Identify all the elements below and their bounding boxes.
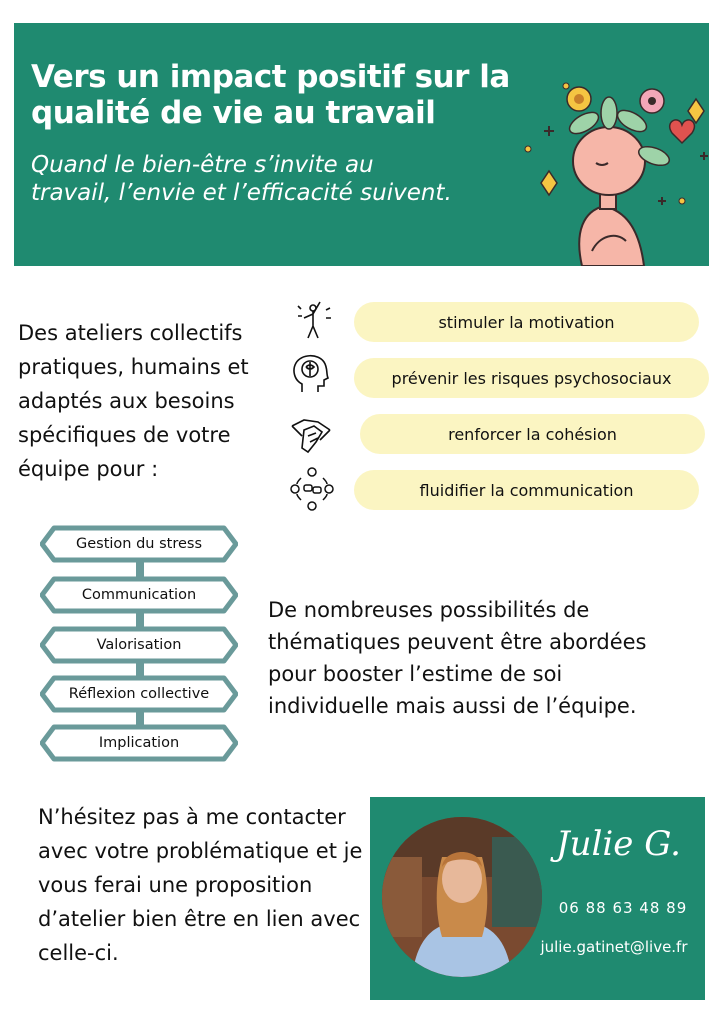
signature	[550, 803, 690, 883]
signature-text: Julie G.	[556, 824, 681, 864]
header-banner	[14, 23, 709, 266]
head-brain-icon	[288, 350, 334, 396]
themes-description: De nombreuses possibilités de thématiques peuvent être abordées pour booster l’estime de soi individuelle mais aussi de l’équipe.	[268, 598, 647, 718]
theme-label: Réflexion collective	[68, 686, 210, 702]
contact-phone[interactable]: 06 88 63 48 89	[558, 899, 688, 917]
theme-item	[40, 576, 238, 614]
theme-label: Gestion du stress	[75, 536, 202, 552]
theme-item	[40, 675, 238, 713]
flower-head-icon	[504, 51, 709, 266]
themes-ladder	[40, 525, 240, 765]
goal-cohesion: renforcer la cohésion	[360, 414, 705, 454]
page-subtitle: Quand le bien-être s’invite au travail, l’envie et l’efficacité suivent.	[31, 152, 452, 206]
goal-motivation: stimuler la motivation	[354, 302, 699, 342]
theme-item	[40, 626, 238, 664]
page-title: Vers un impact positif sur la qualité de vie au travail	[31, 59, 510, 131]
contact-invitation: N’hésitez pas à me contacter avec votre problématique et je vous ferai une proposition d’atelier bien être en lien avec celle-ci.	[38, 805, 363, 965]
goal-risques: prévenir les risques psychosociaux	[354, 358, 709, 398]
profile-photo	[382, 817, 542, 977]
contact-card	[370, 797, 705, 1000]
theme-item	[40, 724, 238, 762]
theme-item	[40, 525, 238, 563]
theme-label: Communication	[81, 587, 197, 603]
people-circle-icon	[289, 466, 335, 512]
joined-hands-icon	[288, 412, 334, 458]
goal-communication: fluidifier la communication	[354, 470, 699, 510]
contact-email[interactable]: julie.gatinet@live.fr	[540, 938, 688, 956]
theme-label: Implication	[98, 735, 180, 751]
motivation-person-icon	[290, 296, 336, 342]
intro-text: Des ateliers collectifs pratiques, humains et adaptés aux besoins spécifiques de votre équipe pour :	[18, 321, 249, 481]
theme-label: Valorisation	[96, 637, 182, 653]
